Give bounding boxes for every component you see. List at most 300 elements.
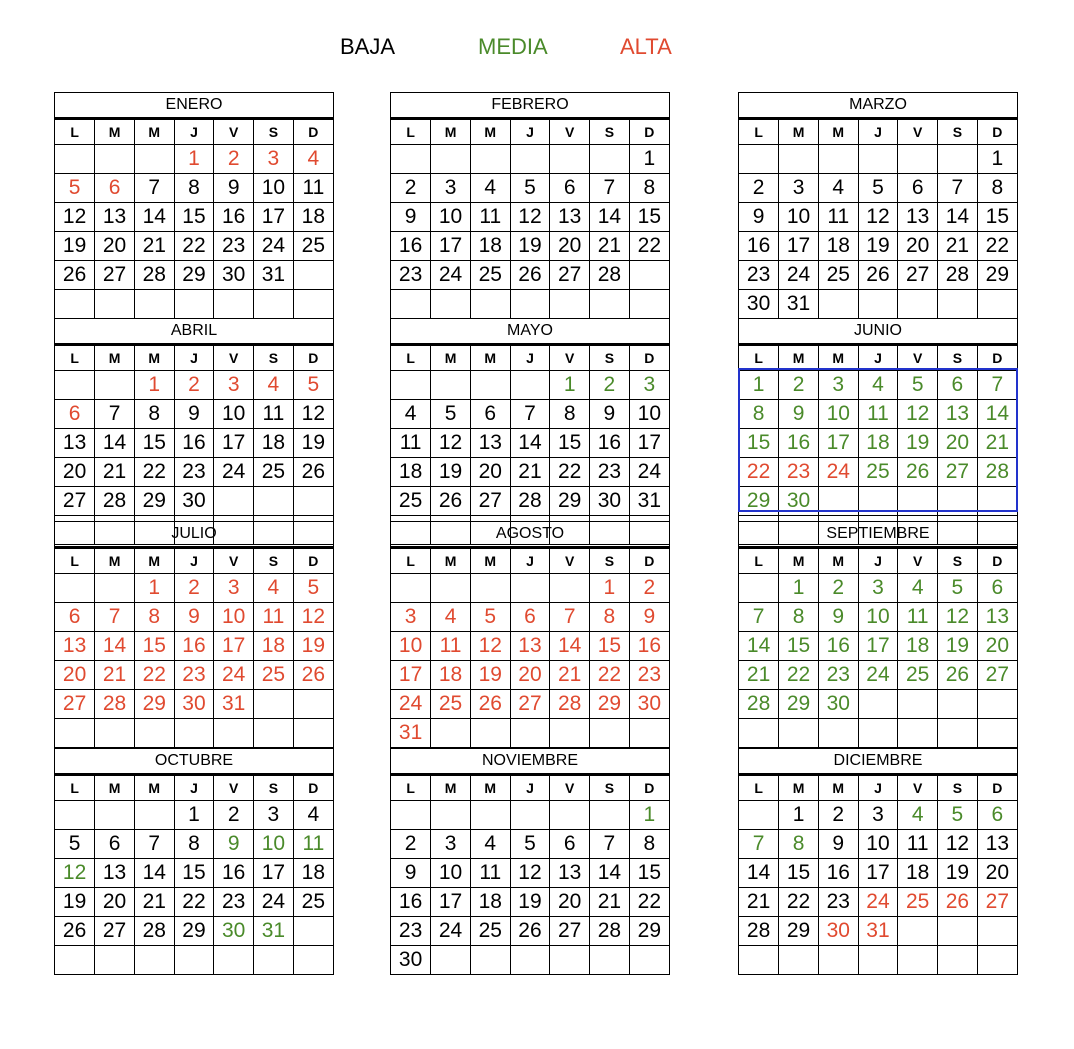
day-cell: 20 — [550, 232, 590, 261]
weekday-header: V — [214, 549, 254, 574]
weekday-header: D — [977, 120, 1017, 145]
day-cell: 24 — [779, 261, 819, 290]
empty-cell — [818, 290, 858, 319]
day-cell: 23 — [391, 917, 431, 946]
day-cell: 7 — [510, 400, 550, 429]
empty-cell — [134, 801, 174, 830]
day-cell: 20 — [470, 458, 510, 487]
day-cell: 4 — [293, 145, 333, 174]
day-cell: 26 — [293, 661, 333, 690]
day-cell: 4 — [254, 371, 294, 400]
week-row — [739, 290, 1017, 319]
day-cell: 25 — [470, 917, 510, 946]
day-cell: 25 — [391, 487, 431, 516]
day-cell: 21 — [134, 888, 174, 917]
day-cell: 6 — [470, 400, 510, 429]
day-cell: 30 — [590, 487, 630, 516]
day-cell: 2 — [629, 574, 669, 603]
day-cell: 11 — [293, 830, 333, 859]
weekday-header: V — [898, 120, 938, 145]
day-cell: 13 — [95, 203, 135, 232]
weekday-header: S — [254, 549, 294, 574]
day-cell: 13 — [55, 429, 95, 458]
day-cell: 11 — [898, 603, 938, 632]
day-cell: 5 — [431, 400, 471, 429]
week-row — [55, 830, 333, 859]
week-row — [739, 603, 1017, 632]
weekday-header: D — [629, 120, 669, 145]
day-cell: 6 — [550, 830, 590, 859]
day-cell: 23 — [739, 261, 779, 290]
month-julio — [54, 521, 334, 748]
day-cell: 15 — [629, 203, 669, 232]
week-row — [739, 232, 1017, 261]
day-cell: 18 — [293, 203, 333, 232]
weekday-header: L — [55, 549, 95, 574]
legend-baja: BAJA — [340, 34, 396, 59]
empty-cell — [55, 574, 95, 603]
empty-cell — [134, 145, 174, 174]
empty-cell — [550, 946, 590, 975]
day-cell: 18 — [470, 232, 510, 261]
empty-cell — [550, 574, 590, 603]
day-cell: 15 — [550, 429, 590, 458]
day-cell: 8 — [134, 400, 174, 429]
day-cell: 6 — [95, 174, 135, 203]
day-cell: 25 — [898, 888, 938, 917]
month-marzo — [738, 92, 1018, 319]
empty-cell — [858, 719, 898, 748]
day-cell: 7 — [590, 830, 630, 859]
day-cell: 29 — [739, 487, 779, 516]
empty-cell — [391, 290, 431, 319]
empty-cell — [214, 290, 254, 319]
empty-cell — [470, 719, 510, 748]
week-row — [391, 261, 669, 290]
week-row — [55, 261, 333, 290]
weekday-header: D — [293, 776, 333, 801]
day-cell: 28 — [95, 690, 135, 719]
day-cell: 21 — [95, 458, 135, 487]
day-cell: 17 — [431, 232, 471, 261]
weekday-header: J — [174, 549, 214, 574]
weekday-header: L — [55, 120, 95, 145]
day-cell: 29 — [174, 917, 214, 946]
week-row — [739, 830, 1017, 859]
empty-cell — [858, 946, 898, 975]
day-cell: 12 — [55, 203, 95, 232]
day-cell: 17 — [858, 859, 898, 888]
day-cell: 23 — [391, 261, 431, 290]
empty-cell — [431, 145, 471, 174]
empty-cell — [293, 487, 333, 516]
month-octubre — [54, 748, 334, 975]
empty-cell — [174, 946, 214, 975]
weekday-header: V — [898, 549, 938, 574]
empty-cell — [629, 290, 669, 319]
weekday-header: L — [391, 549, 431, 574]
day-cell: 10 — [818, 400, 858, 429]
day-cell: 26 — [470, 690, 510, 719]
week-row — [391, 632, 669, 661]
day-cell: 2 — [739, 174, 779, 203]
week-row — [55, 888, 333, 917]
week-row — [739, 458, 1017, 487]
day-cell: 30 — [214, 261, 254, 290]
empty-cell — [739, 574, 779, 603]
empty-cell — [590, 801, 630, 830]
day-cell: 6 — [55, 603, 95, 632]
day-cell: 14 — [95, 632, 135, 661]
day-cell: 14 — [134, 859, 174, 888]
day-cell: 16 — [391, 232, 431, 261]
month-grid — [739, 345, 1017, 544]
empty-cell — [629, 719, 669, 748]
week-row — [739, 400, 1017, 429]
month-agosto — [390, 521, 670, 748]
empty-cell — [95, 371, 135, 400]
week-row — [739, 145, 1017, 174]
day-cell: 10 — [858, 830, 898, 859]
empty-cell — [550, 290, 590, 319]
day-cell: 23 — [629, 661, 669, 690]
weekday-header: M — [95, 776, 135, 801]
day-cell: 26 — [938, 888, 978, 917]
empty-cell — [510, 946, 550, 975]
month-title: SEPTIEMBRE — [739, 522, 1017, 548]
day-cell: 2 — [174, 371, 214, 400]
day-cell: 21 — [510, 458, 550, 487]
month-title: DICIEMBRE — [739, 749, 1017, 775]
weekday-header: L — [391, 120, 431, 145]
week-row — [391, 574, 669, 603]
day-cell: 27 — [55, 487, 95, 516]
day-cell: 12 — [431, 429, 471, 458]
week-row — [391, 174, 669, 203]
day-cell: 16 — [590, 429, 630, 458]
week-row — [391, 830, 669, 859]
empty-cell — [55, 946, 95, 975]
month-title: NOVIEMBRE — [391, 749, 669, 775]
day-cell: 1 — [550, 371, 590, 400]
weekday-header: V — [214, 776, 254, 801]
empty-cell — [134, 719, 174, 748]
day-cell: 24 — [214, 661, 254, 690]
day-cell: 1 — [174, 145, 214, 174]
weekday-header: S — [254, 776, 294, 801]
weekday-header: M — [779, 346, 819, 371]
day-cell: 13 — [938, 400, 978, 429]
day-cell: 5 — [938, 574, 978, 603]
empty-cell — [431, 574, 471, 603]
week-row — [55, 801, 333, 830]
weekday-header: M — [431, 346, 471, 371]
day-cell: 2 — [391, 830, 431, 859]
week-row — [391, 690, 669, 719]
day-cell: 24 — [858, 661, 898, 690]
day-cell: 17 — [629, 429, 669, 458]
empty-cell — [174, 719, 214, 748]
empty-cell — [938, 917, 978, 946]
weekday-header: M — [779, 120, 819, 145]
day-cell: 11 — [898, 830, 938, 859]
day-cell: 11 — [470, 203, 510, 232]
weekday-header: V — [550, 346, 590, 371]
day-cell: 26 — [510, 917, 550, 946]
day-cell: 25 — [818, 261, 858, 290]
day-cell: 11 — [254, 603, 294, 632]
day-cell: 8 — [174, 174, 214, 203]
empty-cell — [55, 719, 95, 748]
month-grid — [391, 775, 669, 974]
day-cell: 3 — [818, 371, 858, 400]
empty-cell — [95, 719, 135, 748]
week-row — [55, 290, 333, 319]
day-cell: 1 — [739, 371, 779, 400]
weekday-header: J — [174, 346, 214, 371]
day-cell: 31 — [254, 917, 294, 946]
weekday-header: M — [134, 549, 174, 574]
week-row — [391, 888, 669, 917]
day-cell: 10 — [214, 603, 254, 632]
empty-cell — [590, 145, 630, 174]
empty-cell — [431, 290, 471, 319]
empty-cell — [739, 801, 779, 830]
day-cell: 31 — [254, 261, 294, 290]
day-cell: 3 — [431, 174, 471, 203]
empty-cell — [898, 145, 938, 174]
day-cell: 21 — [938, 232, 978, 261]
day-cell: 3 — [254, 801, 294, 830]
day-cell: 5 — [293, 371, 333, 400]
day-cell: 6 — [977, 574, 1017, 603]
empty-cell — [95, 145, 135, 174]
month-abril — [54, 318, 334, 545]
day-cell: 18 — [858, 429, 898, 458]
month-grid — [55, 775, 333, 974]
weekday-header: M — [134, 120, 174, 145]
weekday-header: M — [818, 776, 858, 801]
day-cell: 14 — [739, 632, 779, 661]
day-cell: 14 — [938, 203, 978, 232]
day-cell: 12 — [470, 632, 510, 661]
week-row — [55, 661, 333, 690]
day-cell: 1 — [779, 574, 819, 603]
day-cell: 8 — [550, 400, 590, 429]
day-cell: 23 — [590, 458, 630, 487]
day-cell: 14 — [550, 632, 590, 661]
day-cell: 4 — [818, 174, 858, 203]
day-cell: 30 — [818, 690, 858, 719]
weekday-header: L — [55, 776, 95, 801]
day-cell: 9 — [818, 830, 858, 859]
day-cell: 13 — [550, 859, 590, 888]
day-cell: 28 — [95, 487, 135, 516]
day-cell: 16 — [391, 888, 431, 917]
empty-cell — [779, 719, 819, 748]
day-cell: 8 — [629, 174, 669, 203]
weekday-header: M — [818, 549, 858, 574]
empty-cell — [590, 290, 630, 319]
month-noviembre — [390, 748, 670, 975]
day-cell: 2 — [214, 801, 254, 830]
day-cell: 18 — [898, 859, 938, 888]
day-cell: 17 — [858, 632, 898, 661]
day-cell: 25 — [293, 232, 333, 261]
weekday-header: M — [779, 549, 819, 574]
day-cell: 15 — [174, 203, 214, 232]
weekday-header: J — [858, 776, 898, 801]
day-cell: 10 — [629, 400, 669, 429]
empty-cell — [818, 946, 858, 975]
day-cell: 5 — [858, 174, 898, 203]
empty-cell — [431, 946, 471, 975]
day-cell: 11 — [431, 632, 471, 661]
day-cell: 13 — [470, 429, 510, 458]
day-cell: 24 — [629, 458, 669, 487]
day-cell: 4 — [898, 801, 938, 830]
month-junio — [738, 318, 1018, 545]
weekday-header: D — [629, 346, 669, 371]
day-cell: 11 — [858, 400, 898, 429]
empty-cell — [779, 946, 819, 975]
day-cell: 28 — [550, 690, 590, 719]
day-cell: 18 — [254, 632, 294, 661]
empty-cell — [510, 290, 550, 319]
day-cell: 1 — [134, 371, 174, 400]
week-row — [739, 719, 1017, 748]
day-cell: 19 — [858, 232, 898, 261]
day-cell: 30 — [391, 946, 431, 975]
day-cell: 15 — [629, 859, 669, 888]
empty-cell — [470, 290, 510, 319]
legend-media: MEDIA — [478, 34, 548, 59]
empty-cell — [510, 145, 550, 174]
weekday-header: M — [818, 120, 858, 145]
week-row — [391, 145, 669, 174]
weekday-header: L — [739, 120, 779, 145]
day-cell: 13 — [95, 859, 135, 888]
day-cell: 12 — [510, 859, 550, 888]
day-cell: 12 — [55, 859, 95, 888]
day-cell: 23 — [818, 888, 858, 917]
empty-cell — [898, 917, 938, 946]
day-cell: 6 — [977, 801, 1017, 830]
day-cell: 18 — [470, 888, 510, 917]
empty-cell — [858, 290, 898, 319]
day-cell: 29 — [977, 261, 1017, 290]
weekday-header: M — [470, 549, 510, 574]
empty-cell — [977, 719, 1017, 748]
week-row — [55, 917, 333, 946]
weekday-header: M — [470, 120, 510, 145]
day-cell: 16 — [739, 232, 779, 261]
day-cell: 13 — [55, 632, 95, 661]
day-cell: 28 — [134, 917, 174, 946]
empty-cell — [470, 946, 510, 975]
empty-cell — [818, 719, 858, 748]
day-cell: 25 — [254, 458, 294, 487]
day-cell: 4 — [858, 371, 898, 400]
day-cell: 31 — [779, 290, 819, 319]
day-cell: 19 — [431, 458, 471, 487]
empty-cell — [977, 917, 1017, 946]
week-row — [739, 632, 1017, 661]
day-cell: 8 — [739, 400, 779, 429]
day-cell: 29 — [629, 917, 669, 946]
day-cell: 15 — [739, 429, 779, 458]
week-row — [391, 203, 669, 232]
day-cell: 13 — [898, 203, 938, 232]
day-cell: 2 — [779, 371, 819, 400]
empty-cell — [214, 487, 254, 516]
month-title: ENERO — [55, 93, 333, 119]
week-row — [391, 859, 669, 888]
day-cell: 31 — [629, 487, 669, 516]
day-cell: 8 — [977, 174, 1017, 203]
empty-cell — [214, 719, 254, 748]
day-cell: 30 — [629, 690, 669, 719]
day-cell: 2 — [174, 574, 214, 603]
empty-cell — [977, 946, 1017, 975]
day-cell: 4 — [391, 400, 431, 429]
day-cell: 5 — [898, 371, 938, 400]
empty-cell — [629, 946, 669, 975]
day-cell: 29 — [779, 690, 819, 719]
day-cell: 12 — [898, 400, 938, 429]
day-cell: 24 — [431, 261, 471, 290]
empty-cell — [95, 574, 135, 603]
month-grid — [739, 548, 1017, 747]
day-cell: 27 — [95, 917, 135, 946]
week-row — [55, 946, 333, 975]
month-title: ABRIL — [55, 319, 333, 345]
empty-cell — [779, 145, 819, 174]
day-cell: 28 — [739, 690, 779, 719]
weekday-header: D — [629, 549, 669, 574]
empty-cell — [739, 145, 779, 174]
day-cell: 20 — [55, 661, 95, 690]
day-cell: 2 — [214, 145, 254, 174]
week-row — [739, 859, 1017, 888]
day-cell: 16 — [174, 632, 214, 661]
weekday-header: S — [590, 776, 630, 801]
day-cell: 19 — [55, 888, 95, 917]
day-cell: 26 — [293, 458, 333, 487]
week-row — [739, 371, 1017, 400]
day-cell: 7 — [590, 174, 630, 203]
day-cell: 16 — [214, 859, 254, 888]
day-cell: 20 — [550, 888, 590, 917]
empty-cell — [134, 290, 174, 319]
empty-cell — [739, 946, 779, 975]
weekday-header: V — [550, 776, 590, 801]
day-cell: 16 — [629, 632, 669, 661]
day-cell: 27 — [977, 888, 1017, 917]
day-cell: 27 — [470, 487, 510, 516]
weekday-header: L — [739, 776, 779, 801]
day-cell: 18 — [254, 429, 294, 458]
empty-cell — [590, 946, 630, 975]
day-cell: 25 — [431, 690, 471, 719]
day-cell: 30 — [739, 290, 779, 319]
empty-cell — [431, 801, 471, 830]
empty-cell — [898, 946, 938, 975]
day-cell: 22 — [977, 232, 1017, 261]
day-cell: 21 — [95, 661, 135, 690]
day-cell: 14 — [739, 859, 779, 888]
day-cell: 13 — [510, 632, 550, 661]
